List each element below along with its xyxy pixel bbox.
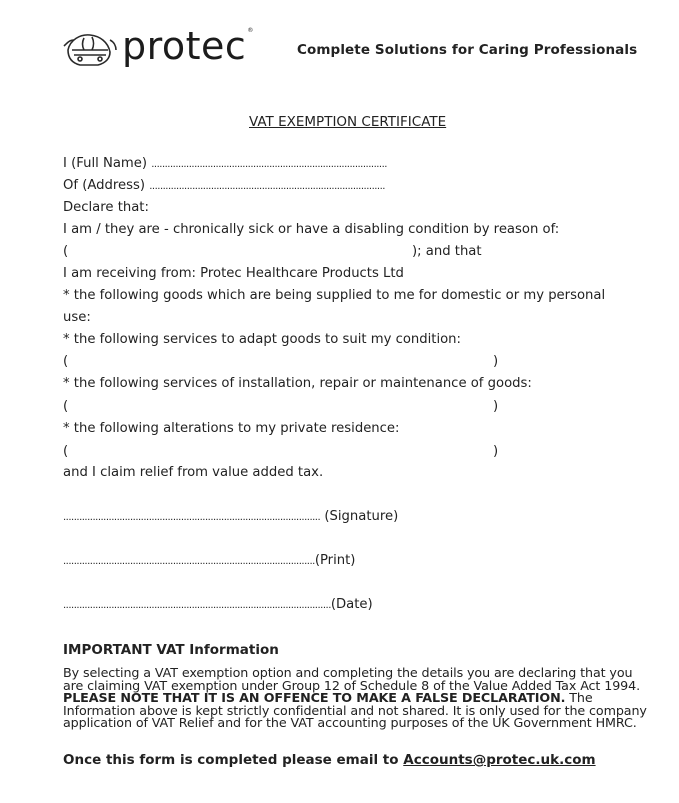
alterations-open-paren[interactable]: ( (63, 444, 69, 459)
page-title: VAT EXEMPTION CERTIFICATE (249, 114, 447, 130)
print-label: (Print) (314, 553, 356, 568)
claim-text: and I claim relief from value added tax. (63, 465, 324, 480)
email-link[interactable]: Accounts@protec.uk.com (403, 752, 596, 768)
date-label: (Date) (330, 597, 373, 612)
full-name-line (63, 156, 387, 173)
condition-open-paren[interactable]: ( (63, 244, 69, 259)
alterations-text: * the following alterations to my private residence: (63, 421, 400, 436)
print-line (63, 553, 355, 570)
full-name-label: I (Full Name) (63, 156, 148, 171)
knight-helmet-icon (62, 28, 118, 68)
alterations-close-paren: ) (493, 444, 499, 459)
address-label: Of (Address) (63, 178, 146, 193)
protec-logo (62, 24, 254, 68)
registered-mark: ® (247, 26, 254, 34)
services-adapt-text: * the following services to adapt goods to suit my condition: (63, 332, 461, 347)
services-install-text: * the following services of installation, repair or maintenance of goods: (63, 376, 532, 391)
vat-info-part1: By selecting a VAT exemption option and completing the details you are declaring that you are claiming VAT exemption under Group 12 of Schedule 8 of the Value Added Tax Act 1994. (63, 665, 641, 693)
declare-text: Declare that: (63, 200, 149, 215)
date-line (63, 597, 373, 614)
services-adapt-close-paren: ) (493, 354, 499, 369)
signature-label: (Signature) (324, 509, 399, 524)
services-install-close-paren: ) (493, 399, 499, 414)
email-instruction (63, 752, 596, 768)
services-adapt-open-paren[interactable]: ( (63, 354, 69, 369)
brand-name: protec (122, 24, 247, 68)
vat-info-warning: PLEASE NOTE THAT IT IS AN OFFENCE TO MAKE A FALSE DECLARATION. (63, 690, 566, 706)
condition-text: I am / they are - chronically sick or have a disabling condition by reason of: (63, 222, 560, 237)
date-field[interactable]: .................................................................................................... (63, 600, 331, 611)
signature-field[interactable]: ................................................................................................ (63, 512, 321, 523)
receiving-text: I am receiving from: Protec Healthcare Products Ltd (63, 266, 404, 281)
print-field[interactable]: .............................................................................................. (63, 556, 315, 567)
condition-close: ); and that (412, 244, 482, 259)
vat-info-paragraph (63, 667, 648, 730)
full-name-field[interactable]: ........................................................................................ (151, 159, 387, 170)
address-line (63, 178, 385, 195)
vat-info-heading: IMPORTANT VAT Information (63, 642, 279, 658)
email-prefix: Once this form is completed please email to (63, 752, 399, 768)
goods-text-cont: use: (63, 310, 91, 325)
tagline: Complete Solutions for Caring Professionals (297, 42, 638, 58)
address-field[interactable]: ........................................................................................ (149, 181, 385, 192)
services-install-open-paren[interactable]: ( (63, 399, 69, 414)
signature-line (63, 509, 398, 526)
goods-text: * the following goods which are being supplied to me for domestic or my personal (63, 288, 606, 303)
vat-info-part2: The Information above is kept strictly confidential and not shared. It is only used for the company application of VAT Relief and for the VAT accounting purposes of the UK Government HMRC. (63, 690, 647, 731)
